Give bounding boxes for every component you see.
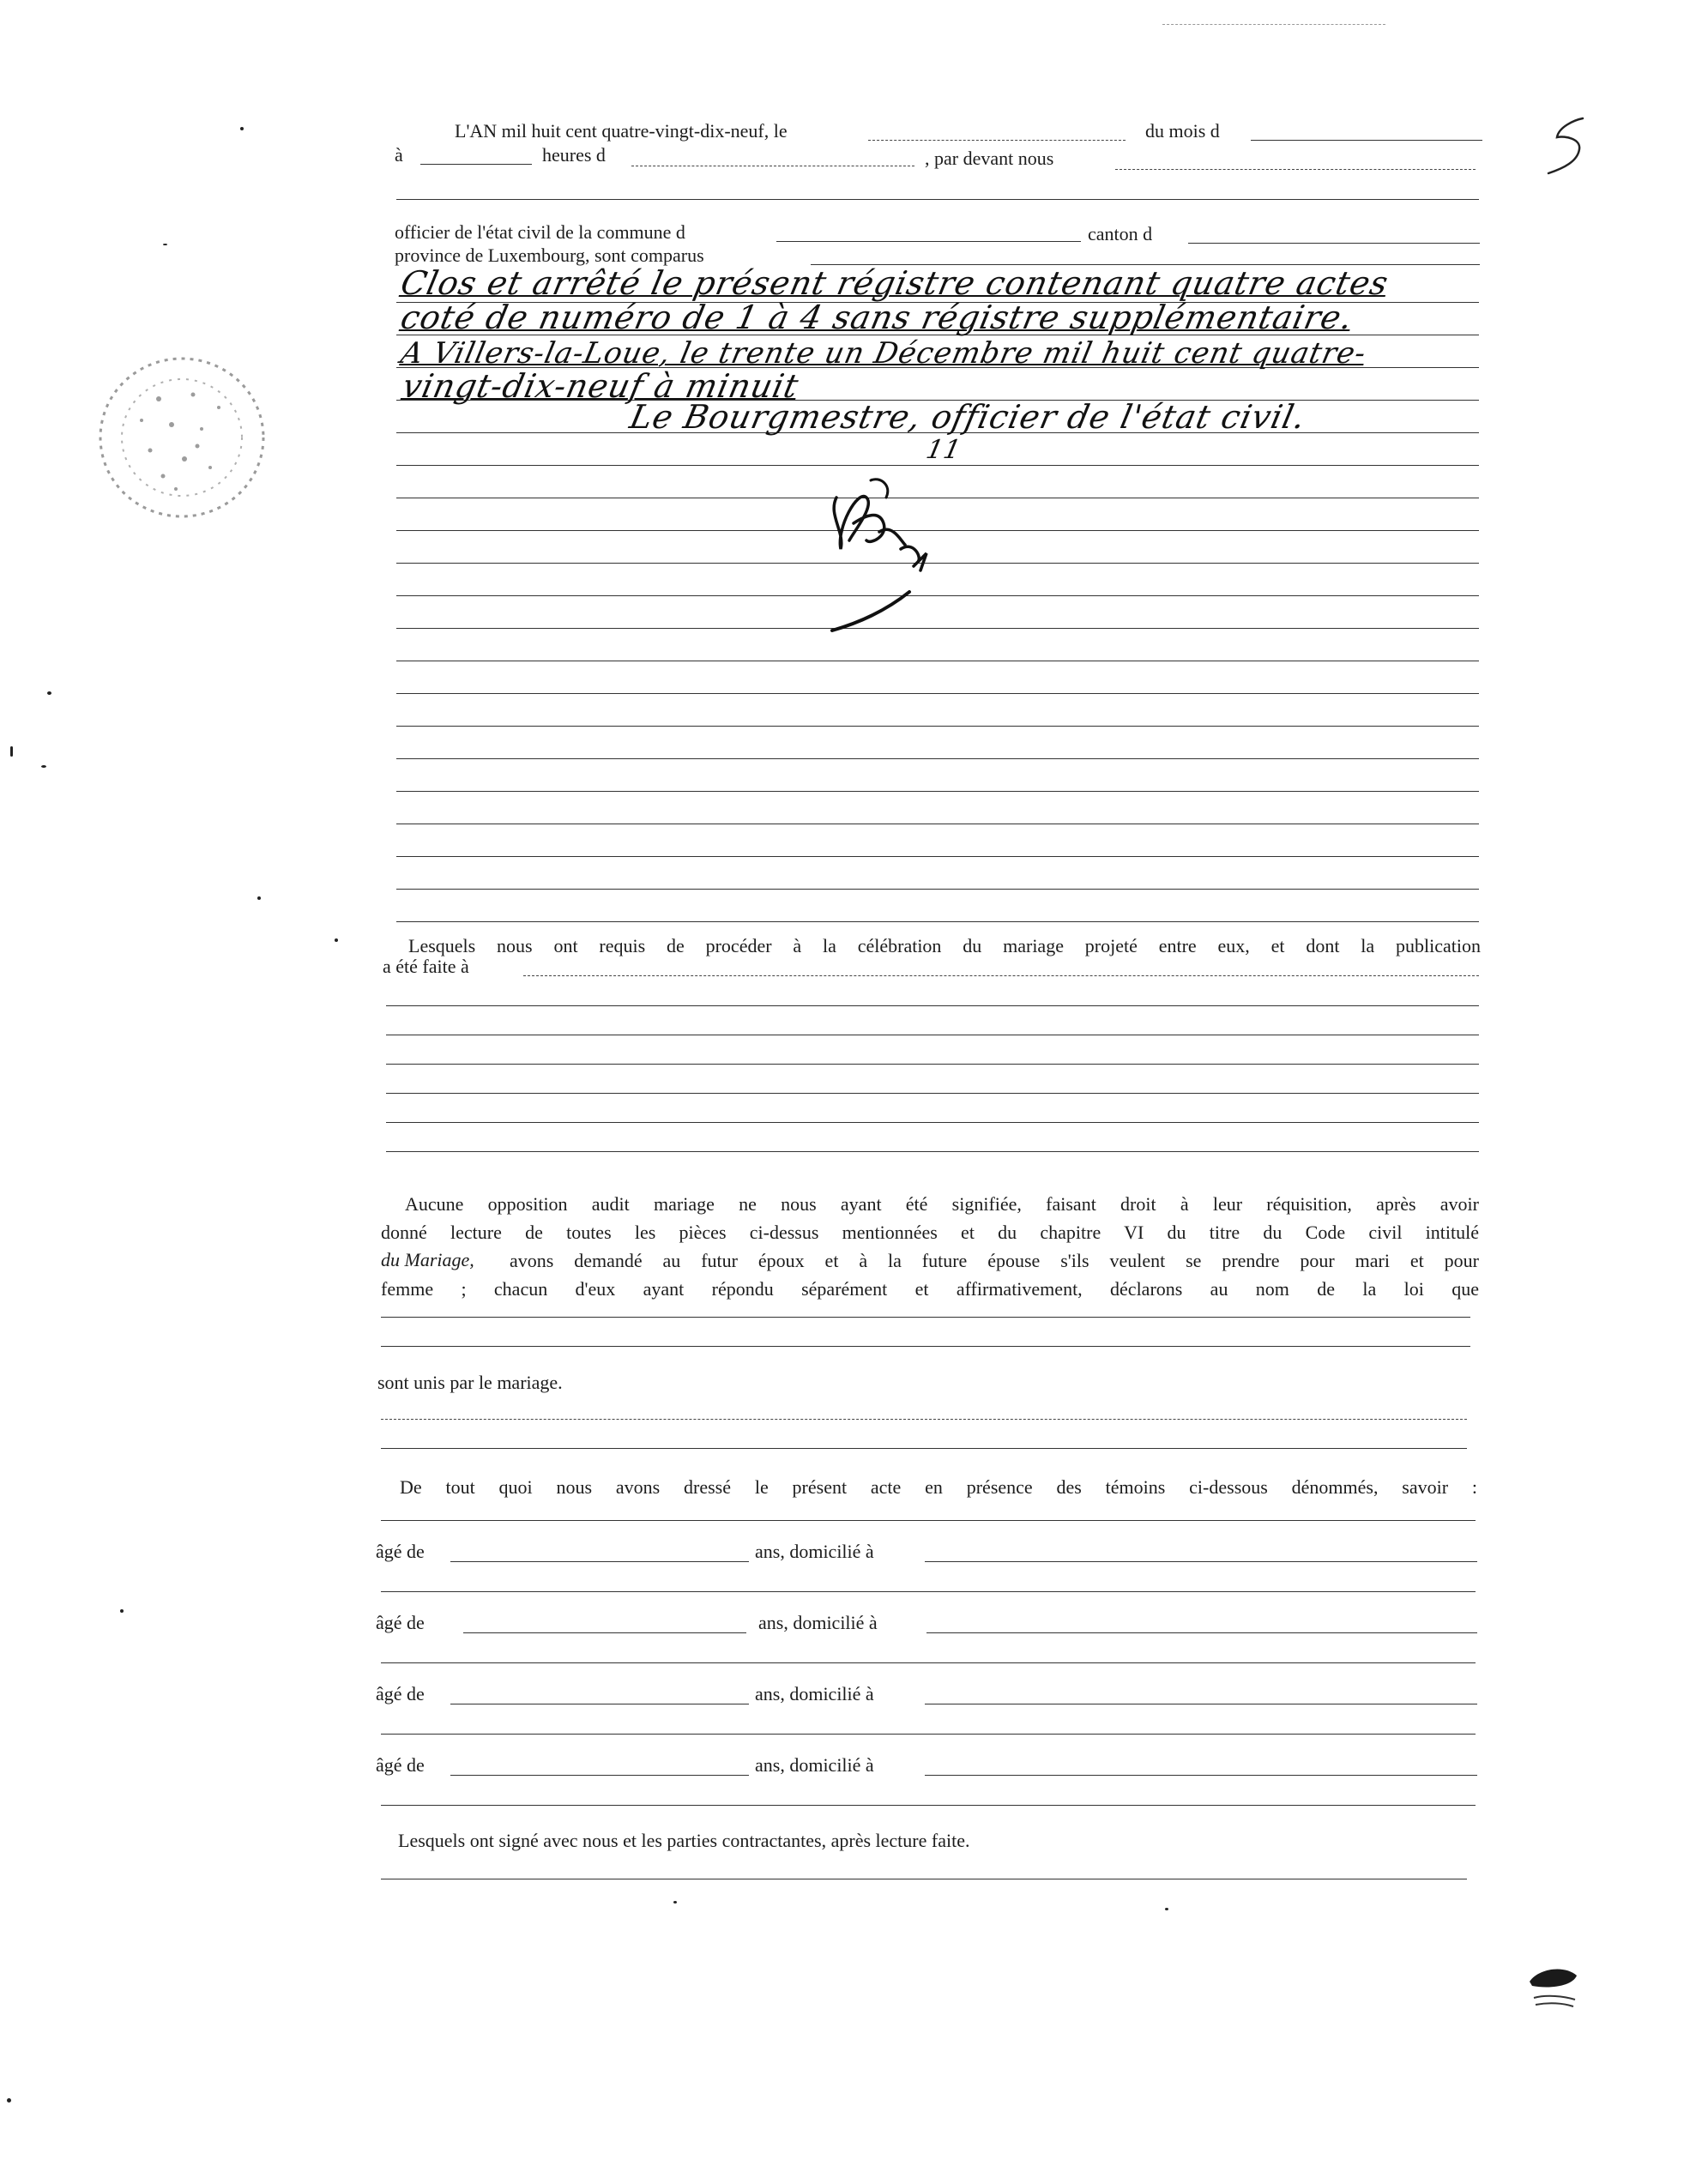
- scan-speck: [47, 691, 51, 695]
- witness-age-label: âgé de: [376, 1541, 425, 1562]
- official-seal-stamp: [90, 347, 275, 528]
- ruled-line[interactable]: [386, 1151, 1479, 1152]
- witness-age-label: âgé de: [376, 1612, 425, 1633]
- ruled-line[interactable]: [381, 1317, 1470, 1318]
- ruled-line[interactable]: [381, 1448, 1467, 1449]
- scan-speck: [163, 244, 167, 245]
- witness-domicile-field[interactable]: [926, 1632, 1477, 1633]
- ruled-line[interactable]: [386, 1122, 1479, 1123]
- witness-3: [0, 1683, 1708, 1735]
- header-devant-label: , par devant nous: [925, 148, 1054, 169]
- header-canton-field[interactable]: [1188, 243, 1480, 244]
- header-heures-label: heures d: [542, 144, 606, 166]
- publication-field[interactable]: [523, 975, 1479, 976]
- temoins-intro: De tout quoi nous avons dressé le présent acte en présence des témoins ci-dessous dénommés, savoir :: [400, 1476, 1477, 1498]
- handwritten-line-3: A Villers-la-Loue, le trente un Décembre mil huit cent quatre-: [397, 336, 1370, 371]
- unis-label: sont unis par le mariage.: [377, 1372, 563, 1393]
- ink-blot: [1525, 1960, 1585, 2020]
- witness-ans-label: ans, domicilié à: [755, 1754, 874, 1776]
- witness-age-label: âgé de: [376, 1754, 425, 1776]
- scan-speck: [7, 2098, 11, 2103]
- opposition-line-2: donné lecture de toutes les pièces ci-dessus mentionnées et du chapitre VI du titre du Code civil intitulé: [381, 1222, 1479, 1243]
- scan-speck: [335, 938, 338, 942]
- du-mariage-italic: du Mariage,: [381, 1249, 474, 1270]
- header-line1-text: L'AN mil huit cent quatre-vingt-dix-neuf, le: [455, 120, 788, 142]
- witness-age-field[interactable]: [450, 1561, 749, 1562]
- witness-4: [0, 1754, 1708, 1806]
- handwritten-line-5: Le Bourgmestre, officier de l'état civil.: [626, 398, 1310, 436]
- scan-speck: [673, 1901, 677, 1904]
- ruled-line[interactable]: [381, 1734, 1476, 1735]
- header-officier-label: officier de l'état civil de la commune d: [395, 221, 685, 243]
- scan-speck: [41, 765, 46, 768]
- witness-ans-label: ans, domicilié à: [755, 1541, 874, 1562]
- scan-speck: [120, 1609, 124, 1613]
- handwritten-line-1: Clos et arrêté le présent régistre contenant quatre actes: [397, 264, 1392, 302]
- witness-age-field[interactable]: [463, 1632, 746, 1633]
- opposition-line-3-text: avons demandé au futur époux et à la future épouse s'ils veulent se prendre pour mari et pour: [510, 1250, 1479, 1271]
- scan-speck: [257, 896, 261, 900]
- witness-1: [0, 1541, 1708, 1592]
- header-commune-field[interactable]: [776, 241, 1081, 242]
- scan-top-dashes: [1162, 24, 1385, 25]
- header-time-field[interactable]: [420, 164, 532, 165]
- scan-speck: [1165, 1908, 1168, 1910]
- ruled-line[interactable]: [386, 1093, 1479, 1094]
- ruled-line[interactable]: [381, 1591, 1476, 1592]
- ruled-line[interactable]: [381, 1662, 1476, 1663]
- witness-age-label: âgé de: [376, 1683, 425, 1704]
- page-number-mark: [1540, 112, 1600, 180]
- opposition-line-3: [381, 1246, 1479, 1275]
- opposition-line-1: Aucune opposition audit mariage ne nous ayant été signifiée, faisant droit à leur réquisition, après avoir: [405, 1193, 1479, 1215]
- witness-domicile-field[interactable]: [925, 1775, 1477, 1776]
- ruled-line[interactable]: [396, 921, 1479, 922]
- ruled-line[interactable]: [381, 1419, 1467, 1420]
- scan-speck: [10, 746, 13, 757]
- witness-ans-label: ans, domicilié à: [758, 1612, 878, 1633]
- handwritten-mark: 11: [923, 435, 965, 465]
- header-month-field[interactable]: [1251, 140, 1482, 141]
- ruled-line[interactable]: [381, 1346, 1470, 1347]
- header-a-label: à: [395, 144, 403, 166]
- ruled-line[interactable]: [396, 758, 1479, 759]
- witness-domicile-field[interactable]: [925, 1561, 1477, 1562]
- ruled-line[interactable]: [386, 1005, 1479, 1006]
- scan-speck: [240, 127, 244, 130]
- handwritten-line-4: vingt-dix-neuf à minuit: [399, 367, 803, 405]
- opposition-line-4: femme ; chacun d'eux ayant répondu séparément et affirmativement, déclarons au nom de la loi que: [381, 1278, 1479, 1300]
- header-devant-field[interactable]: [1115, 169, 1476, 170]
- ruled-line[interactable]: [396, 791, 1479, 792]
- ruled-line[interactable]: [396, 693, 1479, 694]
- ruled-line[interactable]: [386, 1064, 1479, 1065]
- header-blank-line[interactable]: [396, 199, 1479, 200]
- witness-ans-label: ans, domicilié à: [755, 1683, 874, 1704]
- ruled-line[interactable]: [396, 726, 1479, 727]
- header-month-label: du mois d: [1145, 120, 1220, 142]
- header-canton-label: canton d: [1088, 223, 1153, 244]
- publication-line2: a été faite à: [383, 956, 469, 977]
- ruled-line[interactable]: [381, 1805, 1476, 1806]
- publication-text: Lesquels nous ont requis de procéder à la célébration du mariage projeté entre eux, et dont la publication: [408, 935, 1481, 956]
- witness-2: [0, 1612, 1708, 1663]
- ruled-line[interactable]: [396, 889, 1479, 890]
- header-province-label: province de Luxembourg, sont comparus: [395, 244, 704, 266]
- header-line1-field[interactable]: [868, 140, 1126, 141]
- closing-text: Lesquels ont signé avec nous et les parties contractantes, après lecture faite.: [398, 1830, 970, 1851]
- ruled-line[interactable]: [396, 856, 1479, 857]
- ruled-line[interactable]: [381, 1520, 1476, 1521]
- handwritten-line-2: coté de numéro de 1 à 4 sans régistre supplémentaire.: [397, 299, 1357, 336]
- witness-age-field[interactable]: [450, 1775, 749, 1776]
- bourgmestre-signature: [819, 463, 974, 635]
